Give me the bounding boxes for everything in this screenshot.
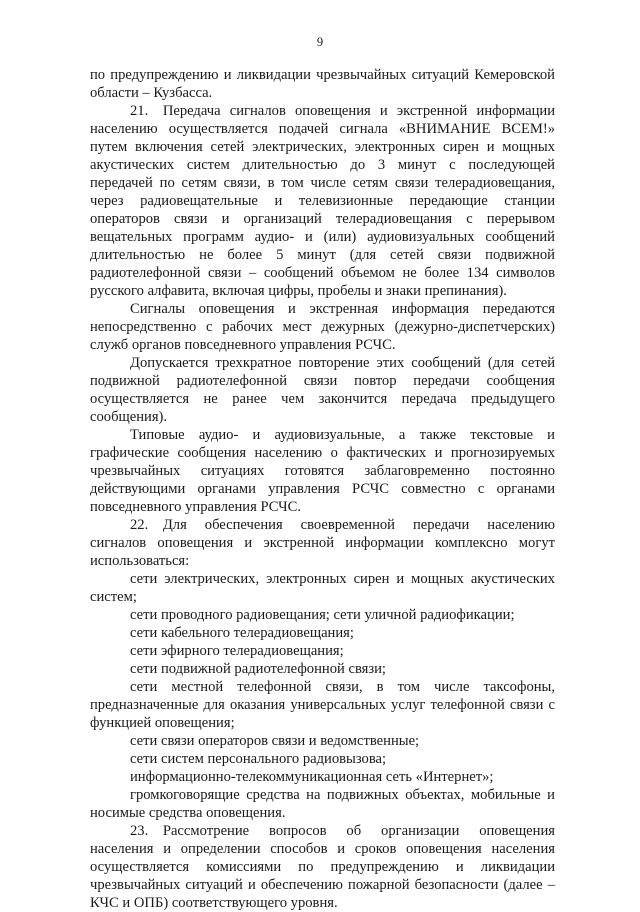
paragraph-signals: Сигналы оповещения и экстренная информация передаются непосредственно с рабочих мест дежурных (дежурно-диспетчерских) служб органов повседневного управления РСЧС. — [90, 301, 555, 353]
list-item: сети электрических, электронных сирен и мощных акустических систем; — [90, 571, 555, 605]
page-number: 9 — [316, 35, 324, 49]
paragraph-22: 22. Для обеспечения своевременной передачи населению сигналов оповещения и экстренной информации комплексно могут использоваться: — [90, 517, 555, 569]
list-item: сети проводного радиовещания; сети уличной радиофикации; — [130, 607, 515, 623]
list-item: сети эфирного телерадиовещания; — [130, 643, 344, 659]
document-body — [90, 66, 555, 912]
list-item: сети кабельного телерадиовещания; — [130, 625, 354, 641]
list-item: информационно-телекоммуникационная сеть «Интернет»; — [130, 769, 494, 785]
paragraph-continuation: по предупреждению и ликвидации чрезвычайных ситуаций Кемеровской области – Кузбасса. — [90, 67, 555, 101]
list-item: сети подвижной радиотелефонной связи; — [130, 661, 386, 677]
paragraph-typical-messages: Типовые аудио- и аудиовизуальные, а также текстовые и графические сообщения населению о фактических и прогнозируемых чрезвычайных ситуациях готовятся заблаговременно постоянно действующими органами управления РСЧС совместно с органами повседневного управления РСЧС. — [90, 427, 555, 515]
list-item: сети систем персонального радиовызова; — [130, 751, 387, 767]
list-item: сети связи операторов связи и ведомственные; — [130, 733, 420, 749]
paragraph-21: 21. Передача сигналов оповещения и экстренной информации населению осуществляется подачей сигнала «ВНИМАНИЕ ВСЕМ!» путем включения сетей электрических, электронных сирен и мощных акустических систем длительностью до 3 минут с последующей передачей по сетям связи, в том числе сетям связи телерадиовещания, через радиовещательные и телевизионные передающие станции операторов связи и организаций телерадиовещания с перерывом вещательных программ аудио- и (или) аудиовизуальных сообщений длительностью не более 5 минут (для сетей связи подвижной радиотелефонной связи – сообщений объемом не более 134 символов русского алфавита, включая цифры, пробелы и знаки препинания). — [90, 103, 555, 299]
list-item: громкоговорящие средства на подвижных объектах, мобильные и носимые средства оповещения. — [90, 787, 555, 821]
paragraph-repeat: Допускается трехкратное повторение этих сообщений (для сетей подвижной радиотелефонной связи повтор передачи сообщения осуществляется не ранее чем закончится передача предыдущего сообщения). — [90, 355, 555, 425]
paragraph-23: 23. Рассмотрение вопросов об организации оповещения населения и определении способов и сроков оповещения населения осуществляется комиссиями по предупреждению и ликвидации чрезвычайных ситуаций и обеспечению пожарной безопасности (далее – КЧС и ОПБ) соответствующего уровня. — [90, 823, 555, 911]
list-item: сети местной телефонной связи, в том числе таксофоны, предназначенные для оказания универсальных услуг телефонной связи с функцией оповещения; — [90, 679, 555, 731]
